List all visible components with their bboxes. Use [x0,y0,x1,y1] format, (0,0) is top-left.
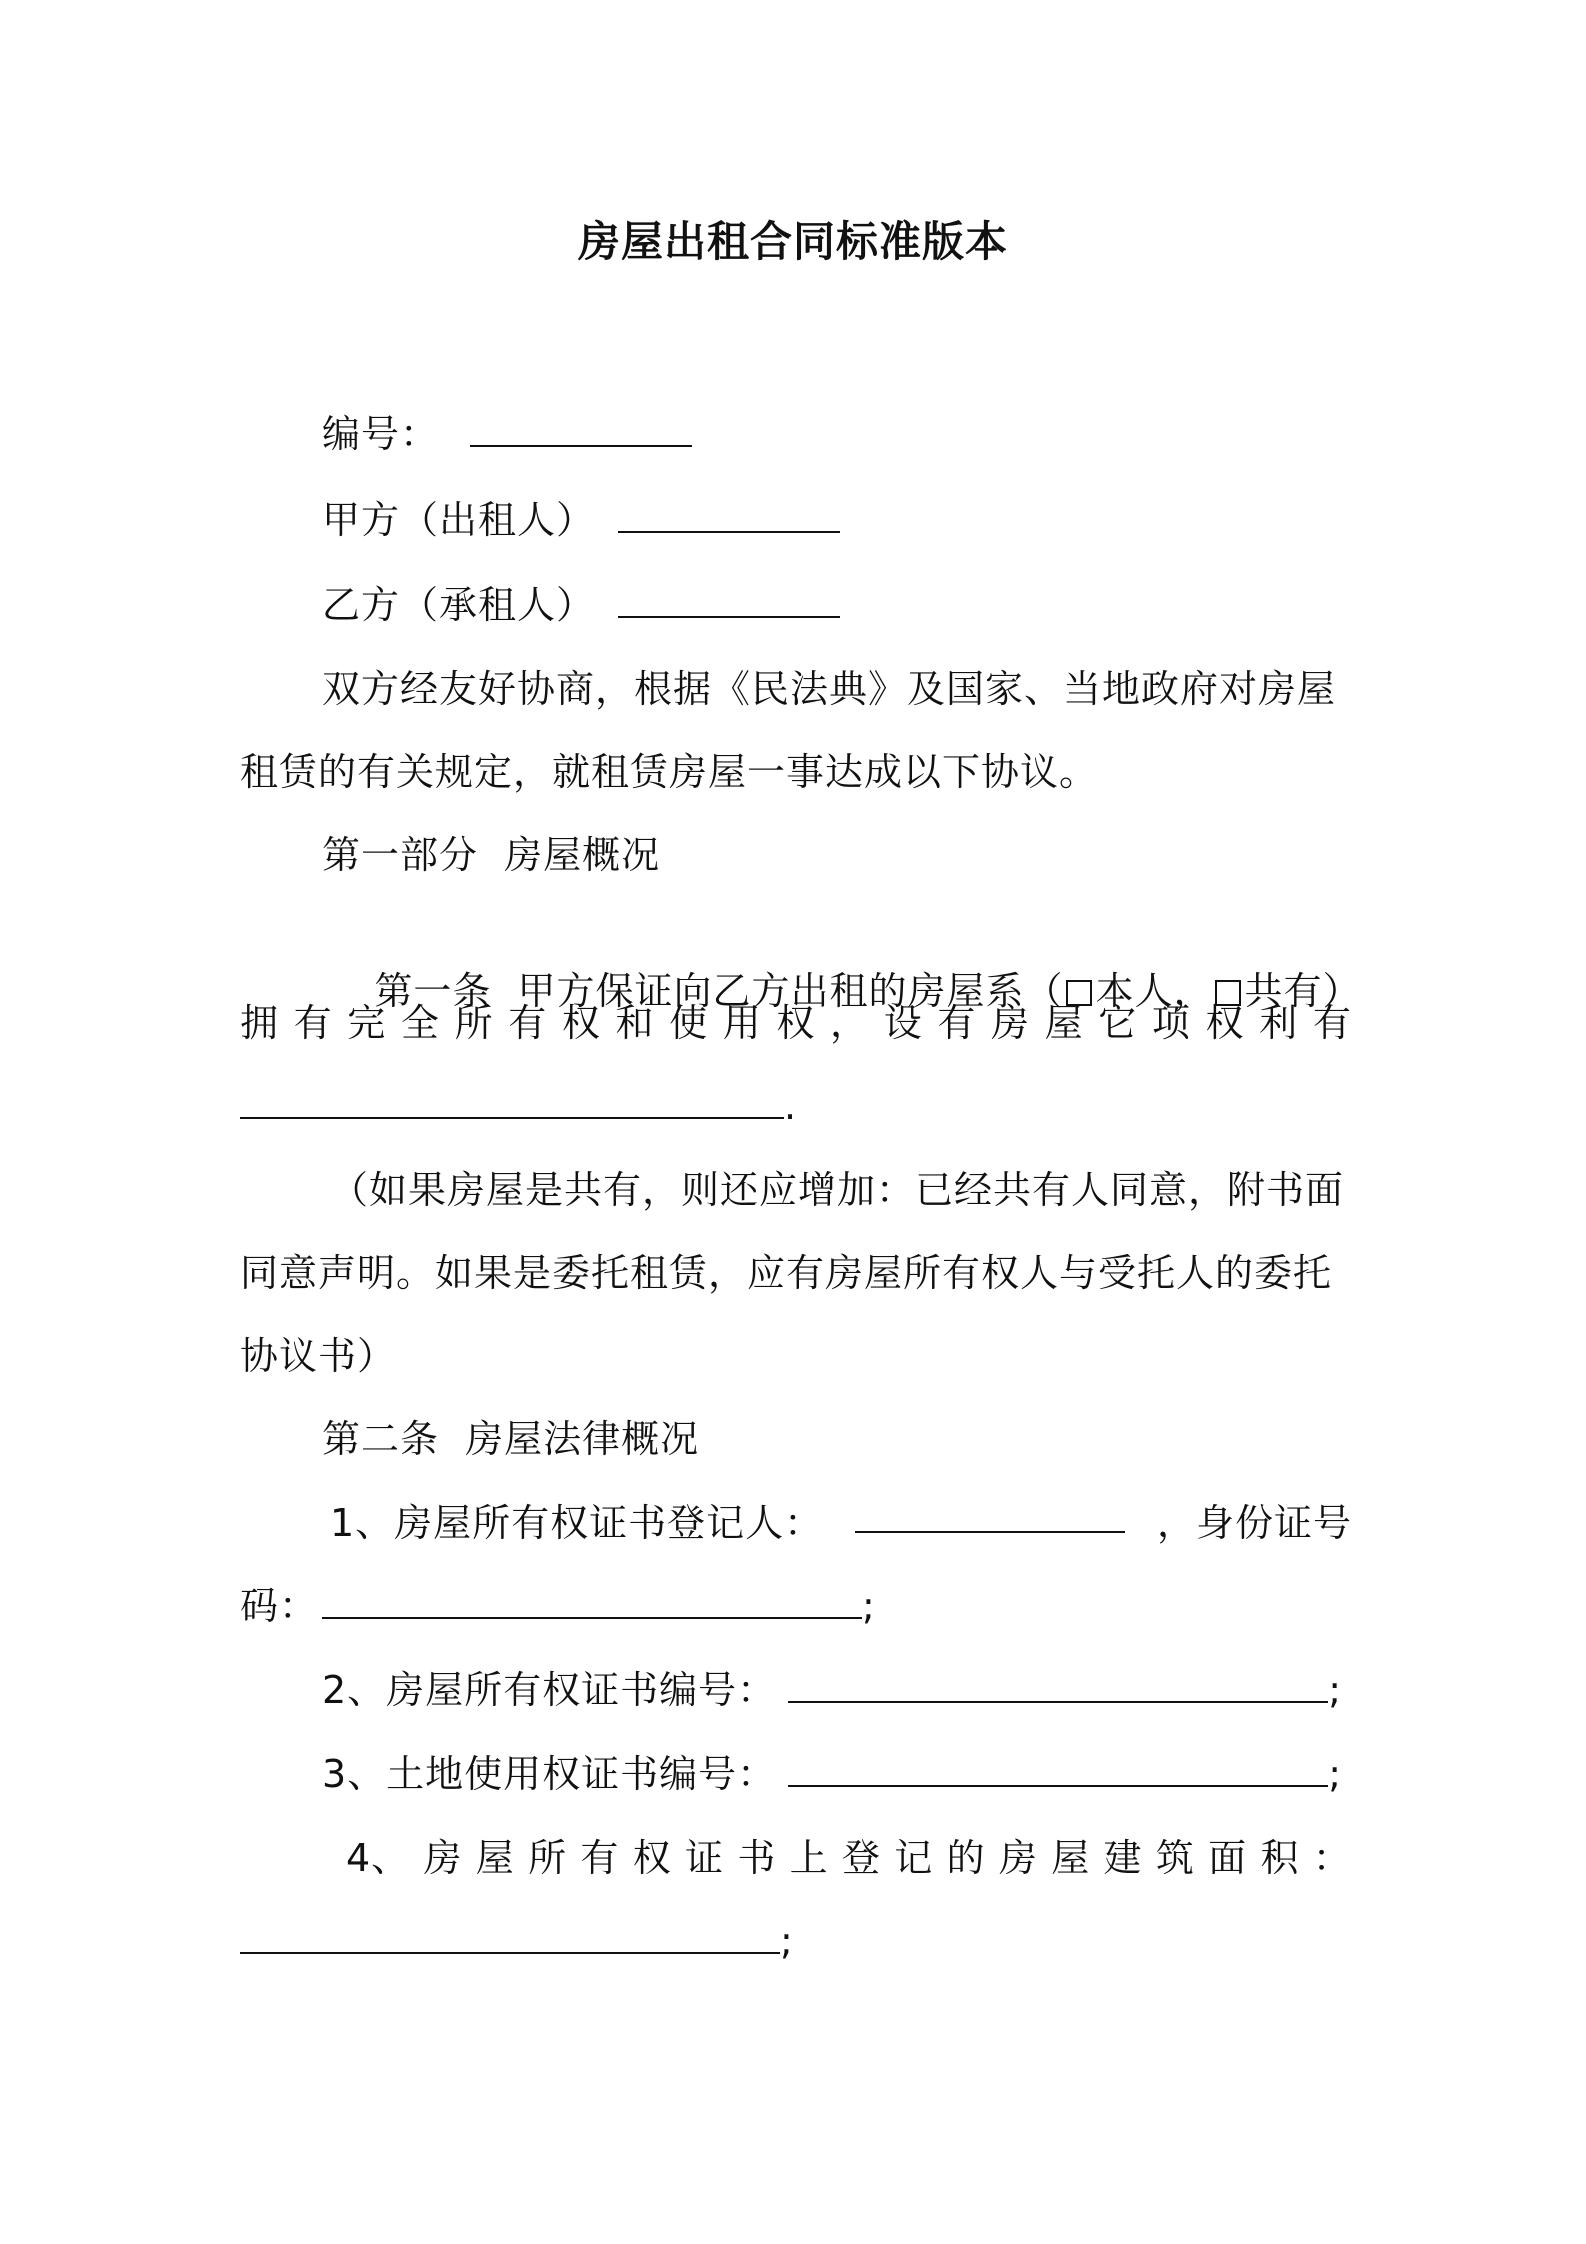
floor-area-blank[interactable] [240,1918,780,1954]
article1-line2-char: 用 [722,1001,762,1045]
party-a-label: 甲方（出租人） [322,498,596,542]
serial-label: 编号： [322,412,440,456]
item1-label: 1、房屋所有权证书登记人： [330,1501,824,1545]
article1-option-shared: 共有） [1244,969,1362,1013]
item4-line-2 [240,1915,794,1967]
article1-line2-char: 有 [293,1001,333,1045]
article1-line2-char: 权 [776,1001,816,1045]
item3-end: ; [1328,1752,1342,1796]
item4-line1-char: 记 [894,1836,934,1880]
item4-line1-char: 证 [685,1836,725,1880]
article1-option-self: 本人， [1095,969,1213,1013]
item4-line1-char: 筑 [1155,1836,1195,1880]
article1-line2-char: 权 [561,1001,601,1045]
item4-line-1 [346,1832,1352,1884]
item4-line1-char: 积 [1260,1836,1300,1880]
article1-line2-char: 房 [990,1001,1030,1045]
item4-line1-char: 有 [580,1836,620,1880]
item4-line1-char: 屋 [475,1836,515,1880]
party-b-blank[interactable] [618,582,840,618]
serial-blank[interactable] [470,411,692,447]
article1-line-3 [240,1080,797,1132]
article1-line2-char: 屋 [1044,1001,1084,1045]
item4-line1-char: 上 [789,1836,829,1880]
item3-label: 3、土地使用权证书编号： [322,1752,777,1796]
party-a-line [322,494,840,546]
article1-line3-period: . [784,1084,798,1128]
intro-line-2: 租赁的有关规定，就租赁房屋一事达成以下协议。 [240,750,1099,794]
article2-heading: 第二条 房屋法律概况 [322,1417,700,1461]
article1-line2-char: 有 [508,1001,548,1045]
item4-line1-char: 书 [737,1836,777,1880]
item2-label: 2、房屋所有权证书编号： [322,1668,777,1712]
party-b-label: 乙方（承租人） [322,583,596,627]
article1-line2-char: 有 [937,1001,977,1045]
land-cert-blank[interactable] [788,1751,1328,1787]
item4-line1-char: 所 [528,1836,568,1880]
article1-line2-char: 权 [1205,1001,1245,1045]
intro-line-1: 双方经友好协商，根据《民法典》及国家、当地政府对房屋 [322,667,1337,711]
item4-line1-char: 房 [998,1836,1038,1880]
note-line-2: 同意声明。如果是委托租赁，应有房屋所有权人与受托人的委托 [240,1251,1333,1295]
other-rights-blank[interactable] [240,1083,784,1119]
party-b-line [322,579,840,631]
id-number-blank[interactable] [322,1583,862,1619]
document-title: 房屋出租合同标准版本 [577,217,1008,266]
party-a-blank[interactable] [618,497,840,533]
article1-line2-char: 和 [615,1001,655,1045]
article1-line2-char: 它 [1098,1001,1138,1045]
item1-line-2 [240,1580,876,1632]
item4-line1-char: 面 [1208,1836,1248,1880]
item1-line-1 [240,1497,1352,1549]
article1-line2-char: 全 [400,1001,440,1045]
registrant-blank[interactable] [855,1497,1125,1533]
note-line-3: 协议书） [240,1334,397,1378]
article1-line2-char: 设 [883,1001,923,1045]
serial-number-line [322,408,692,460]
article1-line2-char: 项 [1151,1001,1191,1045]
article1-line2-char: ， [830,1001,870,1045]
item4-line1-char: 4、 [346,1836,411,1880]
property-cert-blank[interactable] [788,1667,1328,1703]
article1-line2-char: 完 [347,1001,387,1045]
item3-line [322,1748,1342,1800]
item2-line [322,1664,1342,1716]
note-line-1: （如果房屋是共有，则还应增加：已经共有人同意，附书面 [330,1168,1345,1212]
item2-end: ; [1328,1668,1342,1712]
item4-line1-char: 登 [841,1836,881,1880]
item1-id-label: ，身份证号 [1156,1501,1352,1545]
article1-line2-char: 利 [1259,1001,1299,1045]
item4-line1-char: 的 [946,1836,986,1880]
article1-line2-char: 使 [669,1001,709,1045]
article1-line2-char: 有 [1312,1001,1352,1045]
item1-id-label-cont: 码： [240,1584,319,1628]
item4-line1-char: 屋 [1051,1836,1091,1880]
item4-end: ; [780,1919,794,1963]
article1-text: 第一条 甲方保证向乙方出租的房屋系（ [374,969,1064,1013]
article1-line2-char: 拥 [240,1001,280,1045]
item4-line1-char: 权 [632,1836,672,1880]
article1-line2-char: 所 [454,1001,494,1045]
item4-line1-char: ： [1312,1836,1352,1880]
article1-line-2 [240,997,1352,1049]
item4-line1-char: 房 [423,1836,463,1880]
item4-line1-char: 建 [1103,1836,1143,1880]
part1-heading: 第一部分 房屋概况 [322,833,661,877]
item1-end: ; [862,1584,876,1628]
